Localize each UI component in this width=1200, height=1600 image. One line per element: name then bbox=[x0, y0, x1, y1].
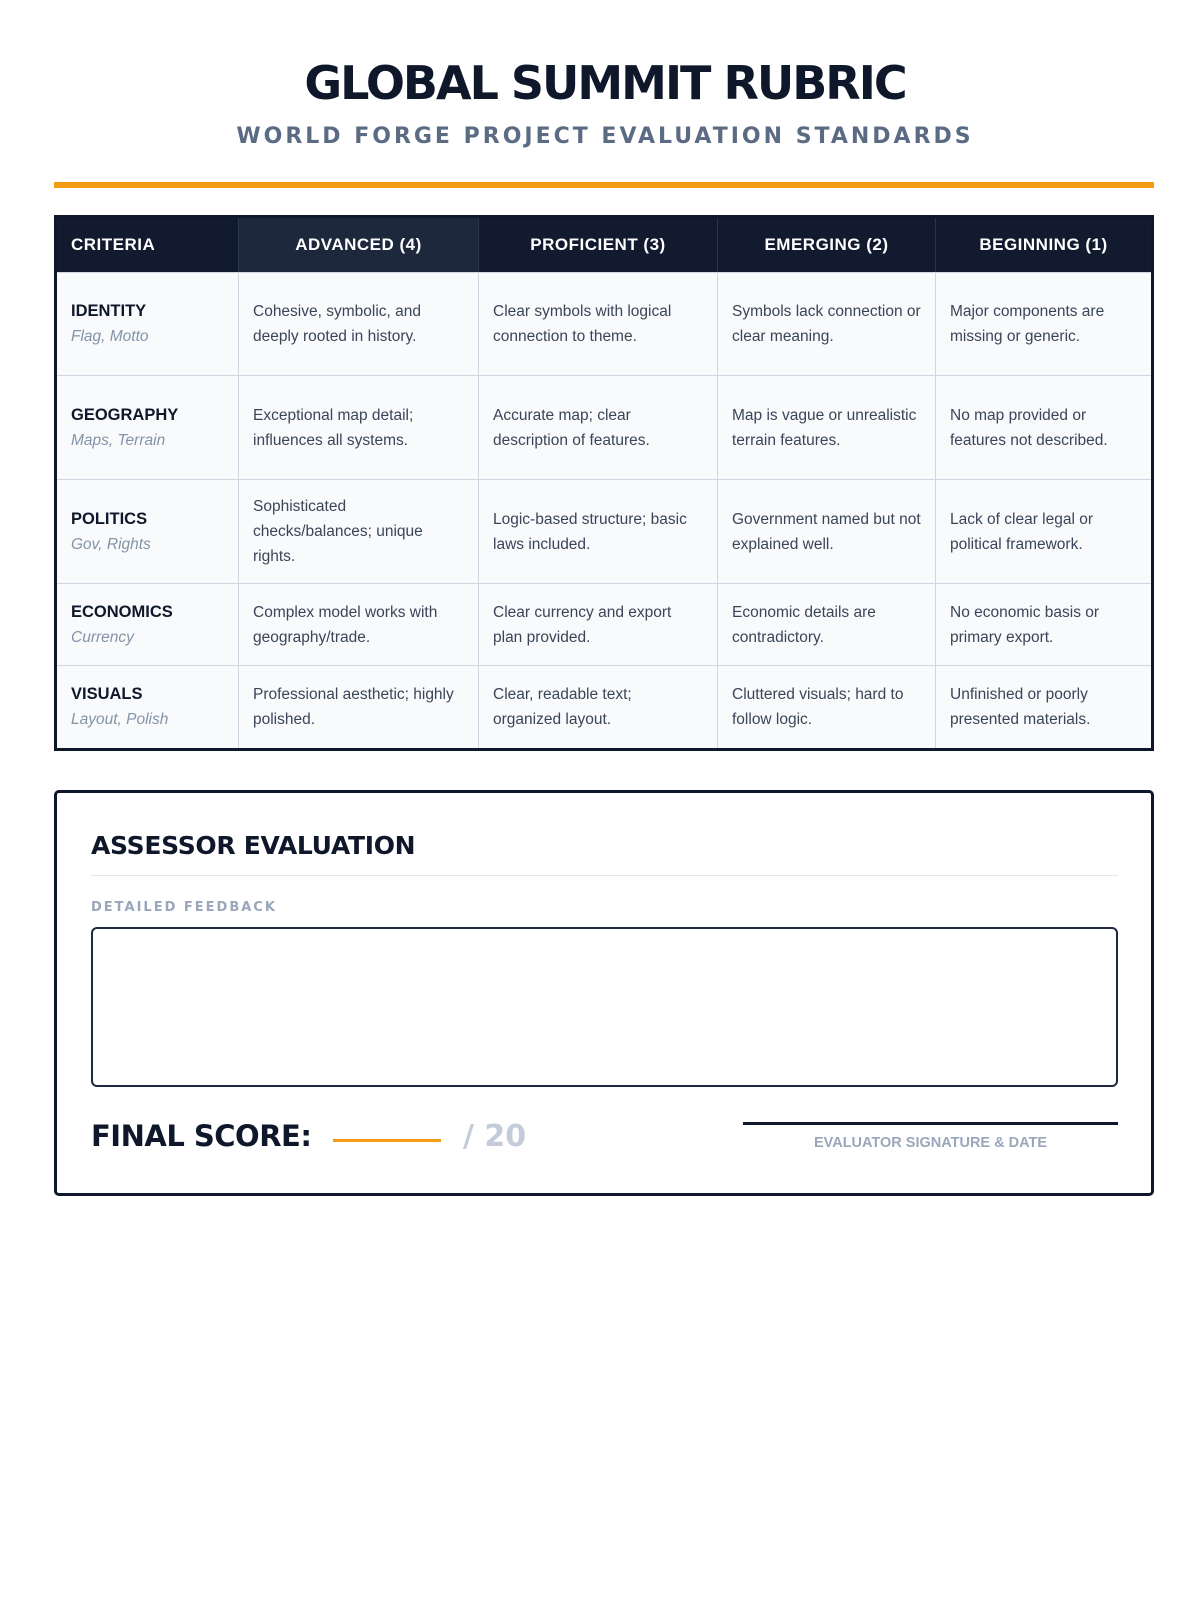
emerging-cell: Map is vague or unrealistic terrain features. bbox=[717, 376, 935, 479]
rubric-table bbox=[54, 215, 1154, 751]
emerging-cell: Government named but not explained well. bbox=[717, 480, 935, 583]
accent-divider bbox=[54, 182, 1154, 188]
signature-line[interactable] bbox=[743, 1122, 1118, 1125]
page-subtitle: WORLD FORGE PROJECT EVALUATION STANDARDS bbox=[236, 124, 974, 149]
proficient-cell: Clear, readable text; organized layout. bbox=[478, 666, 717, 748]
score-entry-line[interactable] bbox=[333, 1139, 441, 1142]
criteria-name: VISUALS bbox=[71, 685, 143, 703]
emerging-cell: Economic details are contradictory. bbox=[717, 584, 935, 665]
advanced-cell: Exceptional map detail; influences all systems. bbox=[238, 376, 478, 479]
header-beginning: BEGINNING (1) bbox=[935, 218, 1151, 272]
criteria-cell bbox=[57, 376, 238, 479]
proficient-cell: Clear symbols with logical connection to theme. bbox=[478, 273, 717, 375]
emerging-cell: Cluttered visuals; hard to follow logic. bbox=[717, 666, 935, 748]
assessor-title: ASSESSOR EVALUATION bbox=[91, 831, 416, 860]
feedback-textarea[interactable] bbox=[91, 927, 1118, 1087]
rubric-row-identity bbox=[57, 272, 1151, 375]
criteria-subtitle: Gov, Rights bbox=[71, 535, 151, 553]
score-max: / 20 bbox=[463, 1119, 527, 1154]
assessor-divider bbox=[91, 875, 1118, 876]
signature-label: EVALUATOR SIGNATURE & DATE bbox=[813, 1135, 1048, 1151]
advanced-cell: Cohesive, symbolic, and deeply rooted in history. bbox=[238, 273, 478, 375]
header-criteria: CRITERIA bbox=[71, 235, 156, 254]
criteria-subtitle: Flag, Motto bbox=[71, 328, 149, 345]
header-proficient: PROFICIENT (3) bbox=[478, 218, 717, 272]
criteria-subtitle: Maps, Terrain bbox=[71, 431, 166, 449]
rubric-row-politics bbox=[57, 479, 1151, 583]
beginning-cell: Lack of clear legal or political framework. bbox=[935, 480, 1151, 583]
page-title: GLOBAL SUMMIT RUBRIC bbox=[304, 56, 906, 110]
feedback-label: DETAILED FEEDBACK bbox=[91, 900, 277, 915]
rubric-row-geography bbox=[57, 375, 1151, 479]
criteria-cell bbox=[57, 666, 238, 748]
advanced-cell: Professional aesthetic; highly polished. bbox=[238, 666, 478, 748]
criteria-name: ECONOMICS bbox=[71, 602, 173, 621]
assessor-evaluation-panel bbox=[54, 790, 1154, 1196]
header-emerging: EMERGING (2) bbox=[717, 218, 935, 272]
criteria-subtitle: Layout, Polish bbox=[71, 711, 169, 728]
criteria-name: POLITICS bbox=[71, 509, 148, 528]
proficient-cell: Accurate map; clear description of features. bbox=[478, 376, 717, 479]
criteria-name: GEOGRAPHY bbox=[71, 405, 179, 424]
beginning-cell: Unfinished or poorly presented materials. bbox=[935, 666, 1151, 748]
criteria-cell bbox=[57, 584, 238, 665]
final-score-label: FINAL SCORE: bbox=[91, 1119, 312, 1153]
beginning-cell: Major components are missing or generic. bbox=[935, 273, 1151, 375]
rubric-row-economics bbox=[57, 583, 1151, 665]
beginning-cell: No map provided or features not described. bbox=[935, 376, 1151, 479]
advanced-cell: Sophisticated checks/balances; unique rights. bbox=[238, 480, 478, 583]
beginning-cell: No economic basis or primary export. bbox=[935, 584, 1151, 665]
rubric-row-visuals bbox=[57, 665, 1151, 748]
proficient-cell: Logic-based structure; basic laws included. bbox=[478, 480, 717, 583]
criteria-cell bbox=[57, 273, 238, 375]
proficient-cell: Clear currency and export plan provided. bbox=[478, 584, 717, 665]
criteria-name: IDENTITY bbox=[71, 302, 147, 320]
criteria-cell bbox=[57, 480, 238, 583]
criteria-subtitle: Currency bbox=[71, 628, 134, 646]
header-advanced: ADVANCED (4) bbox=[238, 218, 478, 272]
advanced-cell: Complex model works with geography/trade. bbox=[238, 584, 478, 665]
emerging-cell: Symbols lack connection or clear meaning. bbox=[717, 273, 935, 375]
rubric-header-row bbox=[57, 218, 1151, 272]
